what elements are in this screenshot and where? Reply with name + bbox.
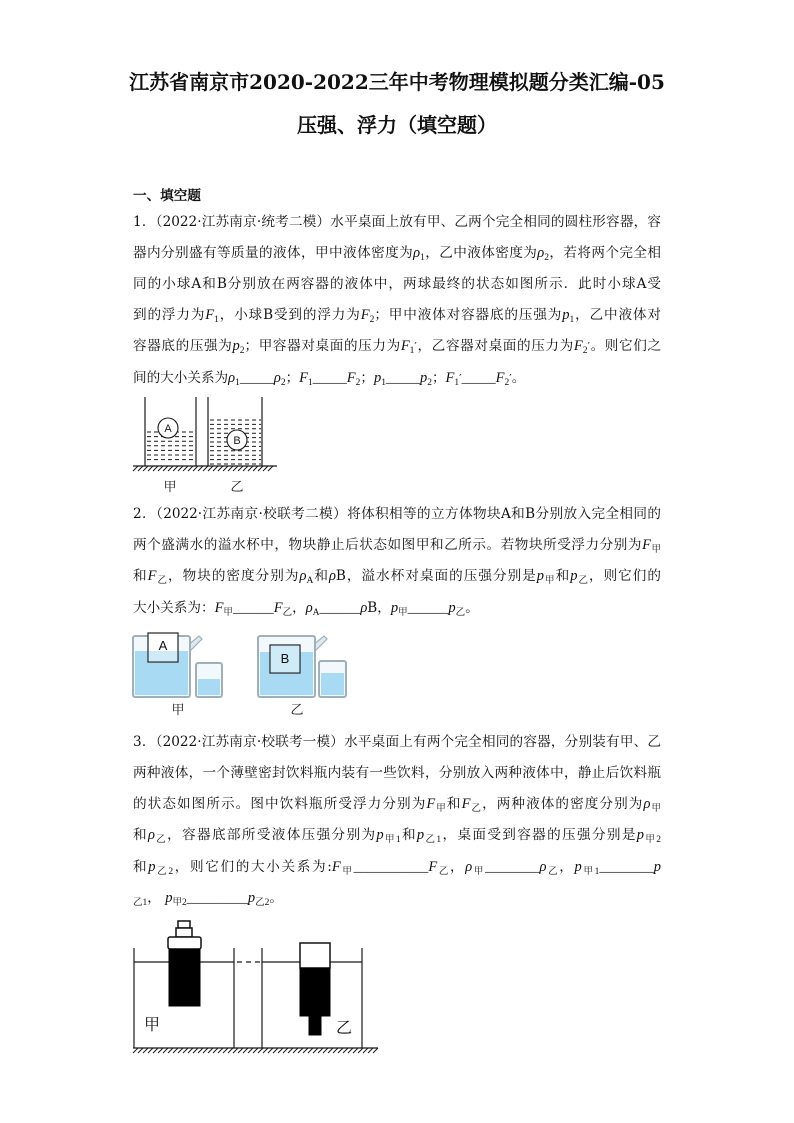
text-run: ， [450,858,466,875]
bottle-yi-neck [309,1016,321,1035]
text-line [133,300,661,331]
symbol-letter: F [214,599,224,616]
symbol-subscript: 2 [280,377,286,388]
symbol-letter: F [445,369,455,386]
math-symbol [376,827,400,843]
text-run: 大小关系为： [133,599,215,616]
symbol-subscript: 1 [409,345,415,356]
symbol-subscript: 1 [235,377,240,388]
math-symbol [165,890,187,906]
math-symbol [232,338,244,354]
cube-b-label: B [280,651,290,666]
text-line [133,561,661,592]
text-line [133,530,661,561]
symbol-letter: ρ [360,599,368,616]
question-2-text [133,499,661,623]
ball-b-label: B [233,435,241,447]
ball-a [158,418,178,438]
text-line [133,882,661,913]
text-run: 和 [313,567,329,584]
symbol-letter: p [232,337,240,354]
symbol-subscript: 1 [214,314,219,325]
cube-a-label: A [158,638,168,653]
math-symbol [148,568,168,584]
math-symbol [215,600,233,616]
symbol-letter: F [426,795,436,812]
symbol-subscript: 甲 [435,803,447,814]
bottle-jia-upright [168,921,201,1006]
symbol-letter: F [331,858,341,875]
bottle-jia-neck [176,928,192,937]
symbol-subscript: 乙2 [255,897,270,908]
math-symbol [465,859,485,875]
text-run: 和 [133,567,148,584]
symbol-letter: p [416,826,425,843]
math-symbol [299,370,313,386]
text-run: 和 [555,567,571,584]
symbol-subscript: 2 [239,345,245,356]
math-symbol [642,537,661,553]
math-symbol [274,600,292,616]
text-run: ，乙中液体密度为 [424,244,538,261]
symbol-subscript: 甲1 [581,866,600,877]
text-run: ； [360,369,374,386]
symbol-prime: ′ [509,371,512,385]
symbol-letter: ρ [305,599,313,616]
symbol-letter: p [653,858,661,875]
text-run: ；甲容器对桌面的压力为 [244,337,401,354]
text-run: 同的小球A和B分别放在两容器的液体中，两球最终的状态如图所示．此时小球A受 [133,275,661,292]
table-hatch [133,466,273,471]
math-symbol [575,859,600,875]
math-symbol [562,307,574,323]
math-symbol [205,307,219,323]
symbol-letter: p [574,858,582,875]
figure-3-bottles [125,915,387,1060]
symbol-subscript: 乙 [577,575,589,586]
symbol-letter: ρ [643,795,651,812]
symbol-subscript: 甲 [650,803,661,814]
text-line [133,269,661,300]
symbol-letter: F [346,369,356,386]
text-run: 器内分别盛有等质量的液体，甲中液体密度为 [133,244,414,261]
text-run: 。 [465,599,479,616]
figure-1-cylinders [125,392,285,498]
text-line [133,727,661,758]
cube-b [270,645,300,673]
text-run: 两种液体，一个薄壁密封饮料瓶内装有一些饮料，分别放入两种液体中，静止后饮料瓶 [133,764,661,781]
symbol-letter: F [147,567,157,584]
math-symbol [148,859,173,875]
symbol-subscript: 乙2 [155,866,174,877]
symbol-subscript: 2 [369,314,375,325]
beaker-jia-water [198,679,220,695]
text-run: 和 [400,826,417,843]
math-symbol [329,568,336,584]
figure-2-overflow-cups [125,626,365,720]
symbol-letter: p [536,567,545,584]
text-run: B， [367,599,391,616]
question-3-text [133,727,661,913]
bottle-yi-inverted [300,943,330,1035]
symbol-letter: p [373,369,382,386]
symbol-letter: p [148,858,156,875]
ball-b [227,430,247,450]
symbol-letter: ρ [273,369,281,386]
math-symbol [417,827,441,843]
figure-label-jia: 甲 [171,703,185,718]
symbol-subscript: 乙 [455,607,466,618]
math-symbol [413,245,425,261]
document-title: 江苏省南京市2020-2022三年中考物理模拟题分类汇编-05 [129,70,665,94]
answer-blank: ___________ [353,858,429,874]
math-symbol [643,796,661,812]
symbol-subscript: 1 [454,377,460,388]
symbol-prime: ′ [459,371,462,385]
text-run: 2．（2022·江苏南京·校联考二模）将体积相等的立方体物块A和B分别放入完全相同的 [133,505,661,522]
symbol-subscript: 甲 [544,575,556,586]
answer-blank: _____ [239,369,274,385]
symbol-subscript: 2 [582,345,588,356]
math-symbol [332,859,354,875]
answer-blank: _________ [186,889,248,905]
symbol-letter: F [400,337,410,354]
symbol-subscript: 乙 [546,866,560,877]
math-symbol [274,370,286,386]
text-line [133,331,661,362]
figure-label-yi: 乙 [290,703,304,718]
symbol-letter: F [573,337,583,354]
symbol-letter: ρ [328,567,336,584]
text-run: 两个盛满水的溢水杯中，物块静止后状态如图甲和乙所示。若物块所受浮力分别为 [133,536,643,553]
symbol-letter: F [495,369,505,386]
bottle-jia-empty-part [168,937,201,949]
symbol-subscript: 甲2 [644,834,662,845]
symbol-subscript: 甲1 [383,834,401,845]
math-symbol [537,245,549,261]
answer-blank: _____ [385,369,420,385]
symbol-subscript: 2 [355,377,361,388]
text-run: ，则它们的 [588,567,661,584]
symbol-letter: F [642,536,651,553]
table-hatch [133,1048,378,1053]
symbol-letter: F [205,306,215,323]
math-symbol [306,600,320,616]
text-run: ，两种液体的密度分别为 [482,795,644,812]
symbol-subscript: 乙1 [133,897,148,908]
math-symbol [537,568,556,584]
symbol-letter: p [636,826,645,843]
symbol-subscript: 甲2 [172,897,187,908]
symbol-letter: F [428,858,438,875]
symbol-subscript: 甲 [223,607,233,618]
text-line [133,789,661,820]
text-run: ， [147,889,166,906]
text-run: 。则它们之 [589,337,662,354]
math-symbol [637,827,661,843]
symbol-subscript: A [306,575,314,586]
symbol-prime: ′ [414,339,417,353]
symbol-letter: ρ [465,858,473,875]
math-symbol [462,796,483,812]
symbol-letter: p [390,599,399,616]
text-run: 。 [511,369,526,386]
text-run: ， [292,599,306,616]
symbol-letter: F [461,795,471,812]
text-run: 的状态如图所示。图中饮料瓶所受浮力分别为 [133,795,427,812]
symbol-subscript: 甲 [340,866,354,877]
symbol-subscript: 乙 [437,866,451,877]
text-run: ；甲中液体对容器底的压强为 [374,306,563,323]
text-run: 和 [133,826,148,843]
symbol-subscript: 乙 [470,803,483,814]
text-run: ，容器底部所受液体压强分别为 [167,826,377,843]
symbol-subscript: 甲 [472,866,486,877]
symbol-letter: ρ [228,369,236,386]
bottle-yi-drink [300,968,330,1016]
symbol-letter: p [570,567,578,584]
math-symbol [361,307,375,323]
symbol-subscript: 甲 [398,607,408,618]
symbol-subscript: 乙 [156,575,168,586]
figure-label-jia: 甲 [163,480,177,495]
answer-blank: _____ [312,369,347,385]
math-symbol [654,859,661,875]
section-heading: 一、填空题 [133,188,201,204]
text-run: 到的浮力为 [133,306,206,323]
symbol-subscript: 2 [504,377,510,388]
question-1-text [133,207,661,393]
math-symbol [420,370,432,386]
figure-label-yi: 乙 [335,1018,353,1037]
beaker-jia [196,663,222,697]
answer-blank: ______ [319,599,361,615]
symbol-subscript: 乙 [282,607,293,618]
math-symbol [496,370,512,386]
symbol-letter: p [419,369,428,386]
figure-label-yi: 乙 [230,480,244,495]
math-symbol [391,600,408,616]
answer-blank: _____ [461,369,496,385]
math-symbol [570,568,589,584]
text-run: B，溢水杯对桌面的压强分别是 [335,567,537,584]
symbol-letter: p [165,889,173,906]
symbol-letter: ρ [537,244,545,261]
text-run: 间的大小关系为 [133,369,229,386]
answer-blank: ________ [485,858,540,874]
text-line [133,820,661,851]
symbol-subscript: 2 [544,252,549,263]
answer-blank: ______ [232,599,274,615]
document-subtitle: 压强、浮力（填空题） [297,113,497,137]
text-run: ，物块的密度分别为 [168,567,300,584]
text-run: 和 [133,858,149,875]
ball-a-label: A [164,423,172,435]
text-run: ，桌面受到容器的压强分别是 [441,826,637,843]
symbol-letter: ρ [147,826,155,843]
text-line [133,207,661,238]
symbol-subscript: 乙 [154,834,168,845]
symbol-subscript: 1 [420,252,425,263]
text-run: 容器底的压强为 [133,337,233,354]
symbol-letter: ρ [539,858,547,875]
text-line [133,362,661,393]
symbol-letter: F [299,369,309,386]
cube-a [148,633,178,662]
text-run: ， [559,858,575,875]
symbol-subscript: 1 [308,377,313,388]
text-line [133,851,661,882]
math-symbol [299,568,313,584]
math-symbol [133,890,147,906]
text-run: ，乙中液体对 [574,306,662,323]
text-run: ，小球B受到的浮力为 [218,306,361,323]
symbol-letter: p [247,889,256,906]
text-run: 和 [446,795,462,812]
symbol-letter: ρ [299,567,307,584]
bottle-jia-cap [178,921,190,928]
math-symbol [228,370,240,386]
math-symbol [446,370,462,386]
math-symbol [374,370,386,386]
symbol-prime: ′ [587,339,590,353]
symbol-letter: p [448,599,456,616]
bottle-yi-empty-part [300,943,330,968]
symbol-letter: F [273,599,283,616]
answer-blank: ________ [599,858,654,874]
text-run: 1．（2022·江苏南京·统考二模）水平桌面上放有甲、乙两个完全相同的圆柱形容器，容 [133,213,661,230]
answer-blank: ______ [407,599,449,615]
math-symbol [148,827,167,843]
text-run: 3．（2022·江苏南京·校联考一模）水平桌面上有两个完全相同的容器，分别装有甲、乙 [133,733,661,750]
text-run: ，则它们的大小关系为: [173,858,332,875]
text-run: ，若将两个完全相 [548,244,662,261]
text-line [133,499,661,530]
bottle-jia-drink [169,949,200,1006]
math-symbol [539,859,559,875]
text-line [133,758,661,789]
symbol-letter: p [376,826,384,843]
symbol-letter: ρ [413,244,421,261]
math-symbol [248,890,270,906]
text-run: ； [431,369,446,386]
math-symbol [347,370,361,386]
math-symbol [574,338,590,354]
symbol-letter: p [562,306,570,323]
figure-label-jia: 甲 [143,1015,161,1034]
symbol-subscript: 甲 [650,544,661,555]
symbol-subscript: 2 [427,377,432,388]
symbol-subscript: 1 [569,314,575,325]
text-run: ，乙容器对桌面的压力为 [416,337,574,354]
math-symbol [401,338,417,354]
symbol-subscript: 乙1 [424,834,442,845]
math-symbol [428,859,450,875]
text-run: ； [285,369,300,386]
text-line [133,592,661,623]
math-symbol [426,796,447,812]
beaker-yi [319,661,346,697]
symbol-letter: F [360,306,370,323]
symbol-subscript: A [312,607,320,618]
text-line [133,238,661,269]
text-run: 。 [269,889,283,906]
symbol-subscript: 1 [381,377,386,388]
beaker-yi-water [321,673,344,695]
math-symbol [448,600,465,616]
